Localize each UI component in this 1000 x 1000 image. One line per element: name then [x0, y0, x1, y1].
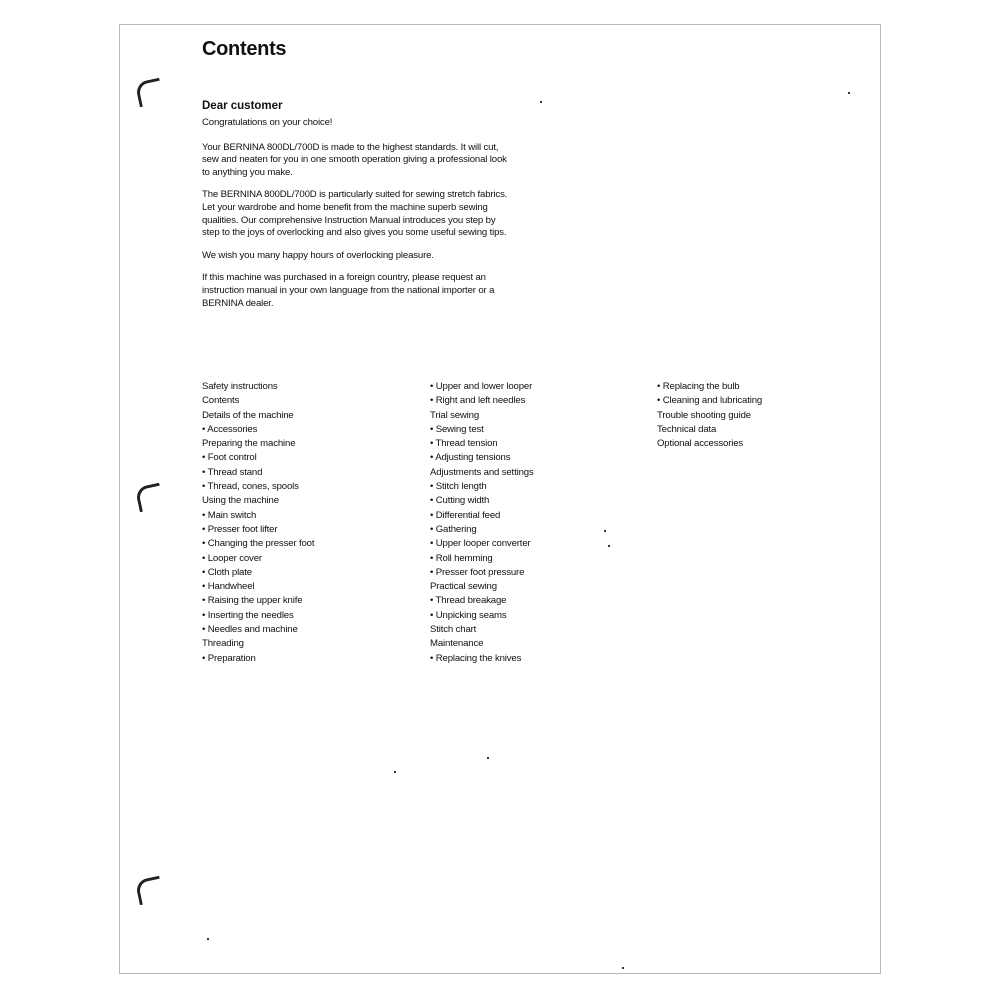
toc-entry: • Upper looper converter: [430, 538, 531, 550]
toc-entry: • Thread stand: [202, 466, 263, 478]
toc-entry: • Replacing the knives: [430, 652, 522, 664]
toc-entry: • Thread breakage: [430, 595, 507, 607]
toc-entry: Using the machine: [202, 495, 279, 507]
toc-entry: Trial sewing: [430, 409, 480, 421]
toc-entry: • Gathering: [430, 523, 477, 535]
toc-entry: • Differential feed: [430, 509, 501, 521]
toc-entry: • Inserting the needles: [202, 609, 294, 621]
toc-entry: • Cleaning and lubricating: [657, 395, 763, 407]
toc-entry: • Raising the upper knife: [202, 595, 303, 607]
toc-column-1: [202, 380, 314, 666]
scan-speck: [487, 757, 489, 759]
toc-entry: Practical sewing: [430, 581, 497, 593]
toc-entry: Threading: [202, 638, 244, 650]
paragraph: We wish you many happy hours of overlocking pleasure.: [202, 249, 434, 261]
toc-entry: Maintenance: [430, 638, 484, 650]
toc-entry: • Presser foot lifter: [202, 523, 278, 535]
toc-entry: • Needles and machine: [202, 624, 298, 636]
toc-entry: • Thread, cones, spools: [202, 481, 299, 493]
toc-entry: • Changing the presser foot: [202, 538, 315, 550]
paragraph: Congratulations on your choice!: [202, 117, 333, 128]
toc-entry: • Preparation: [202, 652, 256, 664]
toc-entry: • Roll hemming: [430, 552, 493, 564]
toc-entry: Trouble shooting guide: [657, 409, 751, 421]
scan-speck: [394, 771, 396, 773]
toc-entry: • Handwheel: [202, 581, 255, 593]
toc-entry: Safety instructions: [202, 381, 278, 392]
scan-speck: [207, 938, 209, 940]
toc-entry: Contents: [202, 395, 240, 407]
page-title: Contents: [202, 38, 287, 60]
intro-text: [202, 117, 512, 320]
scan-speck: [540, 101, 542, 103]
toc-entry: • Unpicking seams: [430, 609, 507, 621]
toc-column-2: [430, 380, 534, 666]
toc-entry: • Right and left needles: [430, 395, 526, 407]
toc-entry: Stitch chart: [430, 624, 477, 636]
toc-entry: Preparing the machine: [202, 438, 296, 450]
scan-speck: [608, 545, 610, 547]
toc-entry: • Upper and lower looper: [430, 381, 533, 392]
paragraph: The BERNINA 800DL/700D is particularly suited for sewing stretch fabrics. Let your wardrobe and home benefit from the machine superb sewing qualities. Our comprehensive Instruction Manual introduces you step by step to the joys of overlocking and also gives you some useful sewing tips.: [202, 189, 508, 239]
scan-speck: [848, 92, 850, 94]
toc-entry: Details of the machine: [202, 409, 294, 421]
scan-speck: [622, 967, 624, 969]
toc-column-3: [657, 380, 762, 451]
scan-speck: [604, 530, 606, 532]
toc-entry: • Thread tension: [430, 438, 498, 450]
toc-entry: • Cloth plate: [202, 566, 252, 578]
toc-entry: • Stitch length: [430, 481, 487, 493]
toc-entry: • Foot control: [202, 452, 257, 464]
paragraph: If this machine was purchased in a foreign country, please request an instruction manual in your own language from the national importer or a BERNINA dealer.: [202, 272, 495, 309]
toc-entry: • Looper cover: [202, 552, 262, 564]
toc-entry: • Main switch: [202, 509, 257, 521]
toc-entry: • Accessories: [202, 423, 258, 435]
paragraph: Your BERNINA 800DL/700D is made to the highest standards. It will cut, sew and neaten for you in one smooth operation giving a professional look to anything you make.: [202, 141, 507, 178]
toc-entry: • Presser foot pressure: [430, 566, 525, 578]
toc-entry: • Replacing the bulb: [657, 381, 740, 392]
toc-entry: Technical data: [657, 423, 717, 435]
toc-entry: • Adjusting tensions: [430, 452, 511, 464]
toc-entry: Adjustments and settings: [430, 466, 534, 478]
toc-entry: • Cutting width: [430, 495, 490, 507]
greeting-heading: Dear customer: [202, 100, 283, 112]
toc-entry: • Sewing test: [430, 423, 484, 435]
toc-entry: Optional accessories: [657, 438, 744, 450]
